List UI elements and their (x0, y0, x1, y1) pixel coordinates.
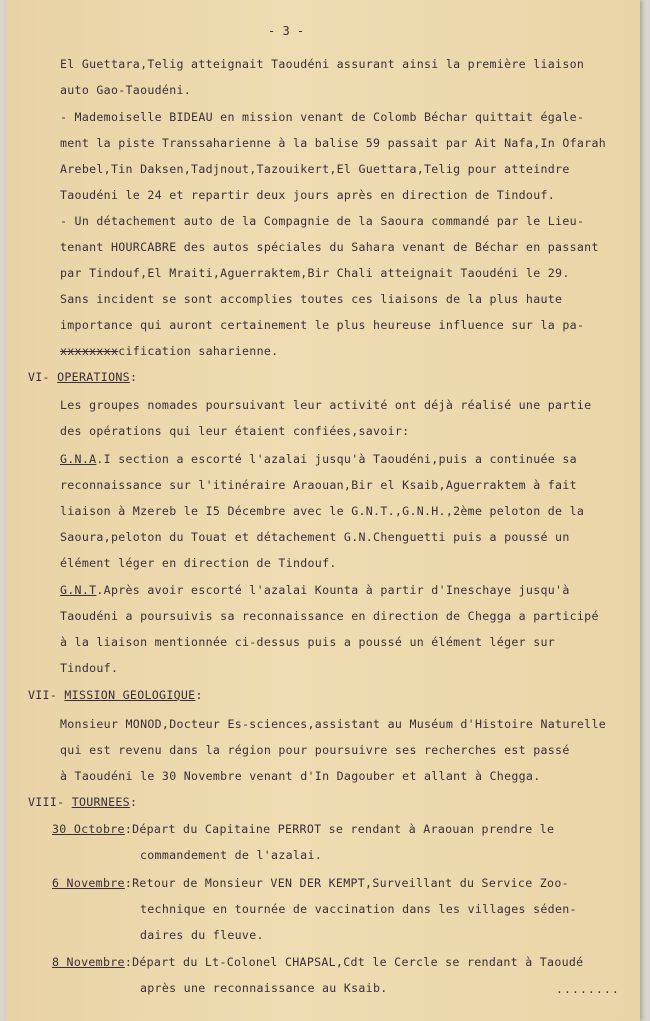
unit-label: G.N.T (60, 583, 97, 597)
date-label: 8 Novembre (52, 955, 125, 969)
text-line: 6 Novembre:Retour de Monsieur VEN DER KEMPT,Surveillant du Service Zoo- (52, 876, 569, 890)
text-line: par Tindouf,El Mraiti,Aguerraktem,Bir Chali atteignait Taoudéni le 29. (60, 266, 570, 280)
text-line: des opérations qui leur étaient confiées,savoir: (60, 424, 410, 438)
struck-word: xxxxxxxx (60, 344, 119, 358)
text-line: auto Gao-Taoudéni. (60, 83, 192, 97)
text-line: - Mademoiselle BIDEAU en mission venant de Colomb Béchar quittait égale- (60, 110, 585, 124)
text-line: Sans incident se sont accomplies toutes ces liaisons de la plus haute (60, 292, 563, 306)
text-line: tenant HOURCABRE des autos spéciales du Sahara venant de Béchar en passant (60, 240, 599, 254)
document-page (6, 0, 640, 1021)
text-line: importance qui auront certainement le plus heureuse influence sur la pa- (60, 318, 585, 332)
text-line: - Un détachement auto de la Compagnie de la Saoura commandé par le Lieu- (60, 214, 585, 228)
text-line: 30 Octobre:Départ du Capitaine PERROT se rendant à Araouan prendre le (52, 822, 555, 836)
text-line: Monsieur MONOD,Docteur Es-sciences,assistant au Muséum d'Histoire Naturelle (60, 717, 607, 731)
text-line: ment la piste Transsaharienne à la balise 59 passait par Ait Nafa,In Ofarah (60, 136, 607, 150)
text-line: élément léger en direction de Tindouf. (60, 556, 337, 570)
text-line: daires du fleuve. (140, 928, 264, 942)
text-line: 8 Novembre:Départ du Lt-Colonel CHAPSAL,Cdt le Cercle se rendant à Taoudé (52, 955, 584, 969)
text-line: liaison à Mzereb le I5 Décembre avec le G.N.T.,G.N.H.,2ème peloton de la (60, 504, 585, 518)
section-heading-operations: VI- OPERATIONS: (28, 370, 138, 384)
text-line: Arebel,Tin Daksen,Tadjnout,Tazouikert,El Guettara,Telig pour atteindre (60, 162, 570, 176)
text-line: xxxxxxxxcification saharienne. (60, 344, 279, 358)
text-line: Saoura,peloton du Touat et détachement G.N.Chenguetti puis a poussé un (60, 530, 570, 544)
unit-label: G.N.A (60, 452, 97, 466)
text-line: après une reconnaissance au Ksaib. (140, 981, 388, 995)
text-line: reconnaissance sur l'itinéraire Araouan,Bir el Ksaib,Aguerraktem à fait (60, 478, 577, 492)
text-line: technique en tournée de vaccination dans les villages séden- (140, 902, 577, 916)
section-heading-tournees: VIII- TOURNEES: (28, 795, 138, 809)
date-label: 30 Octobre (52, 822, 125, 836)
text-line: G.N.T.Après avoir escorté l'azalai Kounta à partir d'Ineschaye jusqu'à (60, 583, 570, 597)
text-line: Les groupes nomades poursuivant leur activité ont déjà réalisé une partie (60, 398, 592, 412)
text-line: El Guettara,Telig atteignait Taoudéni assurant ainsi la première liaison (60, 57, 585, 71)
text-line: Taoudéni le 24 et repartir deux jours après en direction de Tindouf. (60, 188, 556, 202)
text-line: qui est revenu dans la région pour poursuivre ses recherches est passé (60, 743, 570, 757)
section-heading-mission: VII- MISSION GEOLOGIQUE: (28, 688, 203, 702)
continuation-dots: ........ (556, 982, 620, 996)
text-line: Tindouf. (60, 661, 119, 675)
text-line: Taoudéni a poursuivis sa reconnaissance en direction de Chegga a participé (60, 609, 599, 623)
date-label: 6 Novembre (52, 876, 125, 890)
page-number: - 3 - (268, 24, 305, 38)
text-line: G.N.A.I section a escorté l'azalai jusqu'à Taoudéni,puis a continuée sa (60, 452, 577, 466)
text-line: commandement de l'azalai. (140, 848, 323, 862)
text-line: à Taoudéni le 30 Novembre venant d'In Dagouber et allant à Chegga. (60, 769, 541, 783)
text-line: à la liaison mentionnée ci-dessus puis a poussé un élément léger sur (60, 635, 556, 649)
